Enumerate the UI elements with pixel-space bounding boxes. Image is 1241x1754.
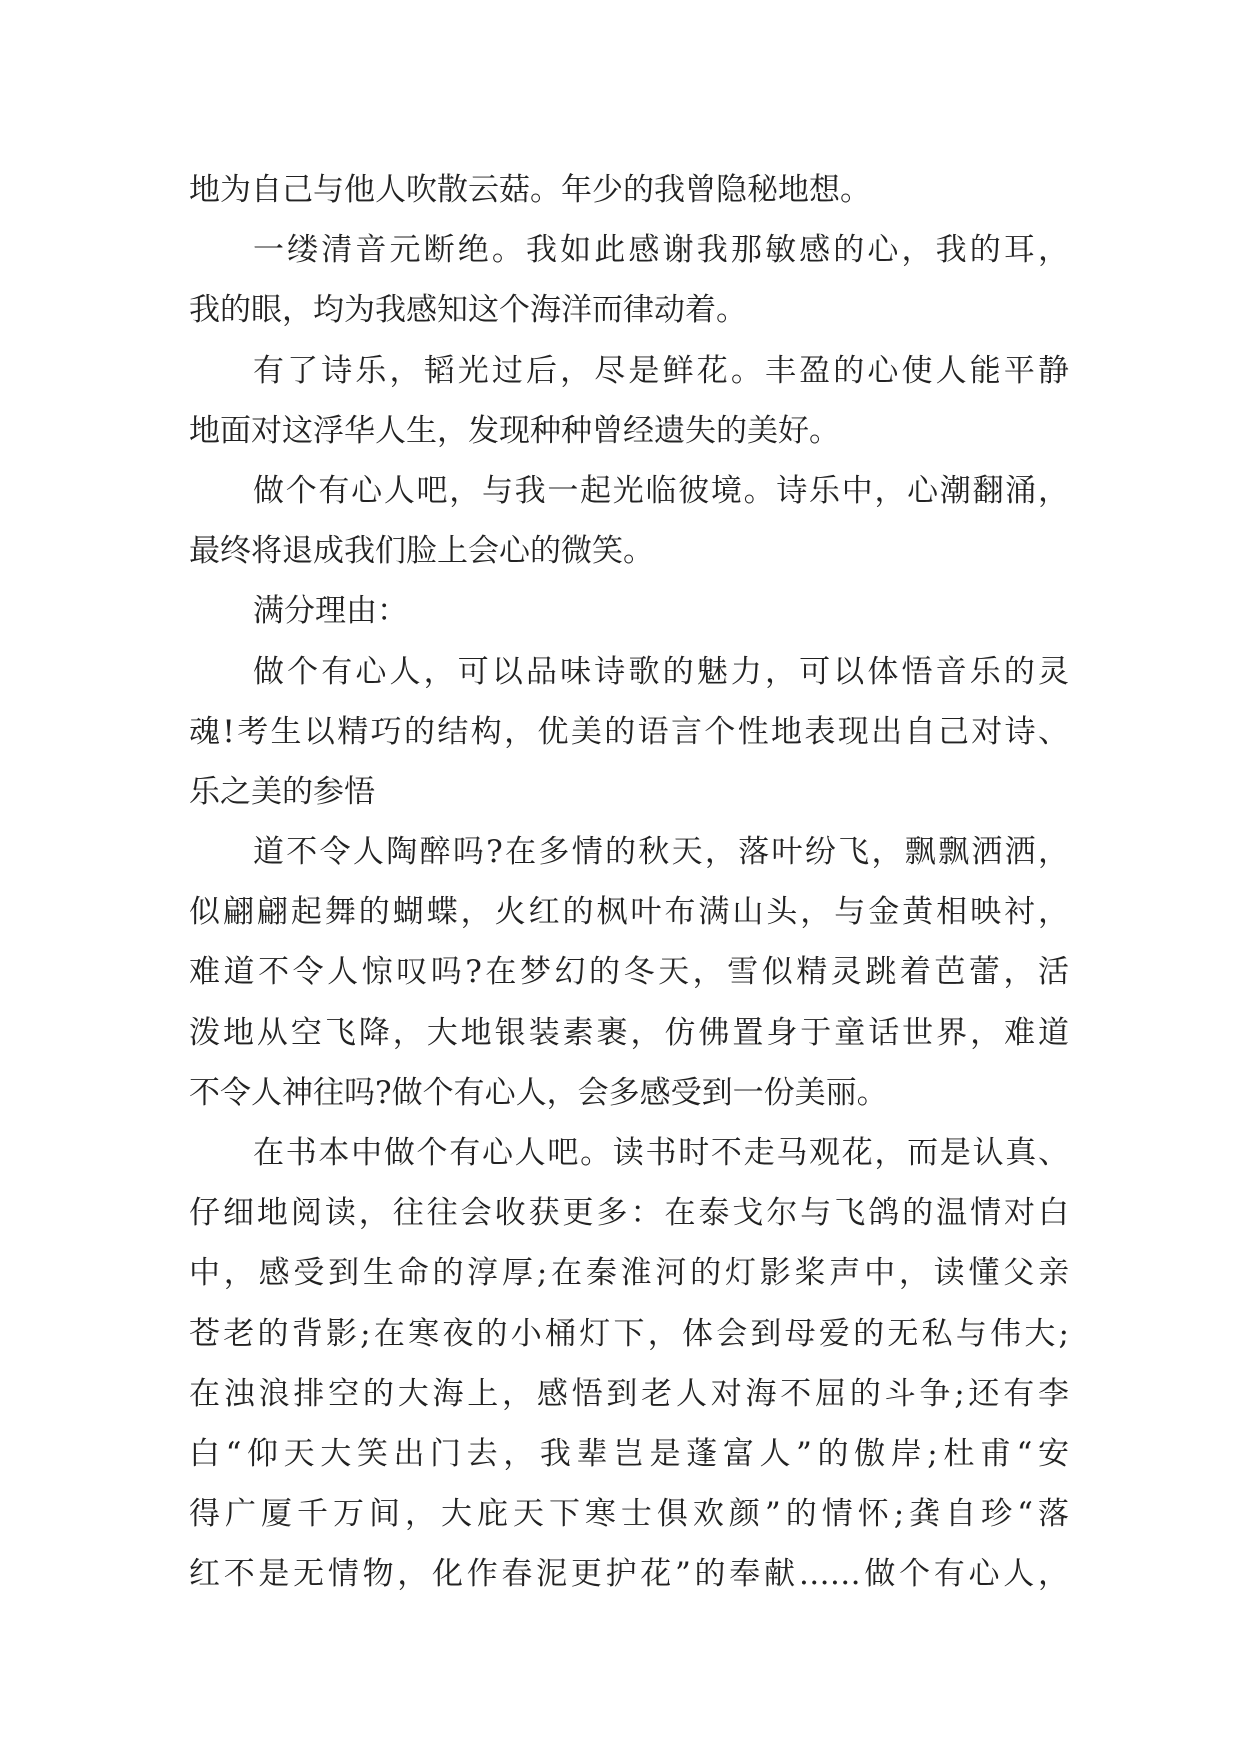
- text-line: 苍老的背影;在寒夜的小桶灯下，体会到母爱的无私与伟大;: [189, 1315, 1069, 1352]
- text-line: 道不令人陶醉吗?在多情的秋天，落叶纷飞，飘飘洒洒，: [253, 834, 1069, 871]
- text-line: 难道不令人惊叹吗?在梦幻的冬天，雪似精灵跳着芭蕾，活: [189, 954, 1069, 991]
- text-line: 最终将退成我们脸上会心的微笑。: [189, 533, 654, 570]
- text-line: 得广厦千万间，大庇天下寒士俱欢颜”的情怀;龚自珍“落: [189, 1496, 1069, 1533]
- text-line: 地面对这浮华人生，发现种种曾经遗失的美好。: [189, 412, 840, 449]
- text-line: 泼地从空飞降，大地银装素裹，仿佛置身于童话世界，难道: [189, 1014, 1069, 1051]
- text-line: 似翩翩起舞的蝴蝶，火红的枫叶布满山头，与金黄相映衬，: [189, 894, 1069, 931]
- text-line: 做个有心人吧，与我一起光临彼境。诗乐中，心潮翻涌，: [253, 472, 1069, 509]
- text-line: 满分理由：: [253, 593, 408, 630]
- text-line: 魂!考生以精巧的结构，优美的语言个性地表现出自己对诗、: [189, 713, 1069, 750]
- text-line: 有了诗乐，韬光过后，尽是鲜花。丰盈的心使人能平静: [253, 352, 1069, 389]
- text-line: 我的眼，均为我感知这个海洋而律动着。: [189, 292, 747, 329]
- text-line: 一缕清音元断绝。我如此感谢我那敏感的心，我的耳，: [253, 232, 1069, 269]
- text-line: 白“仰天大笑出门去，我辈岂是蓬富人”的傲岸;杜甫“安: [189, 1435, 1069, 1472]
- text-line: 不令人神往吗?做个有心人，会多感受到一份美丽。: [189, 1074, 888, 1111]
- text-line: 中，感受到生命的淳厚;在秦淮河的灯影桨声中，读懂父亲: [189, 1255, 1069, 1292]
- text-line: 乐之美的参悟: [189, 773, 375, 810]
- text-line: 在浊浪排空的大海上，感悟到老人对海不屈的斗争;还有李: [189, 1375, 1069, 1412]
- body-text: [189, 160, 1069, 1605]
- text-line: 仔细地阅读，往往会收获更多：在泰戈尔与飞鸽的温情对白: [189, 1195, 1069, 1232]
- text-line: 做个有心人，可以品味诗歌的魅力，可以体悟音乐的灵: [253, 653, 1069, 690]
- text-line: 地为自己与他人吹散云菇。年少的我曾隐秘地想。: [189, 172, 871, 208]
- text-line: 红不是无情物，化作春泥更护花”的奉献……做个有心人，: [189, 1556, 1069, 1593]
- text-line: 在书本中做个有心人吧。读书时不走马观花，而是认真、: [253, 1135, 1069, 1171]
